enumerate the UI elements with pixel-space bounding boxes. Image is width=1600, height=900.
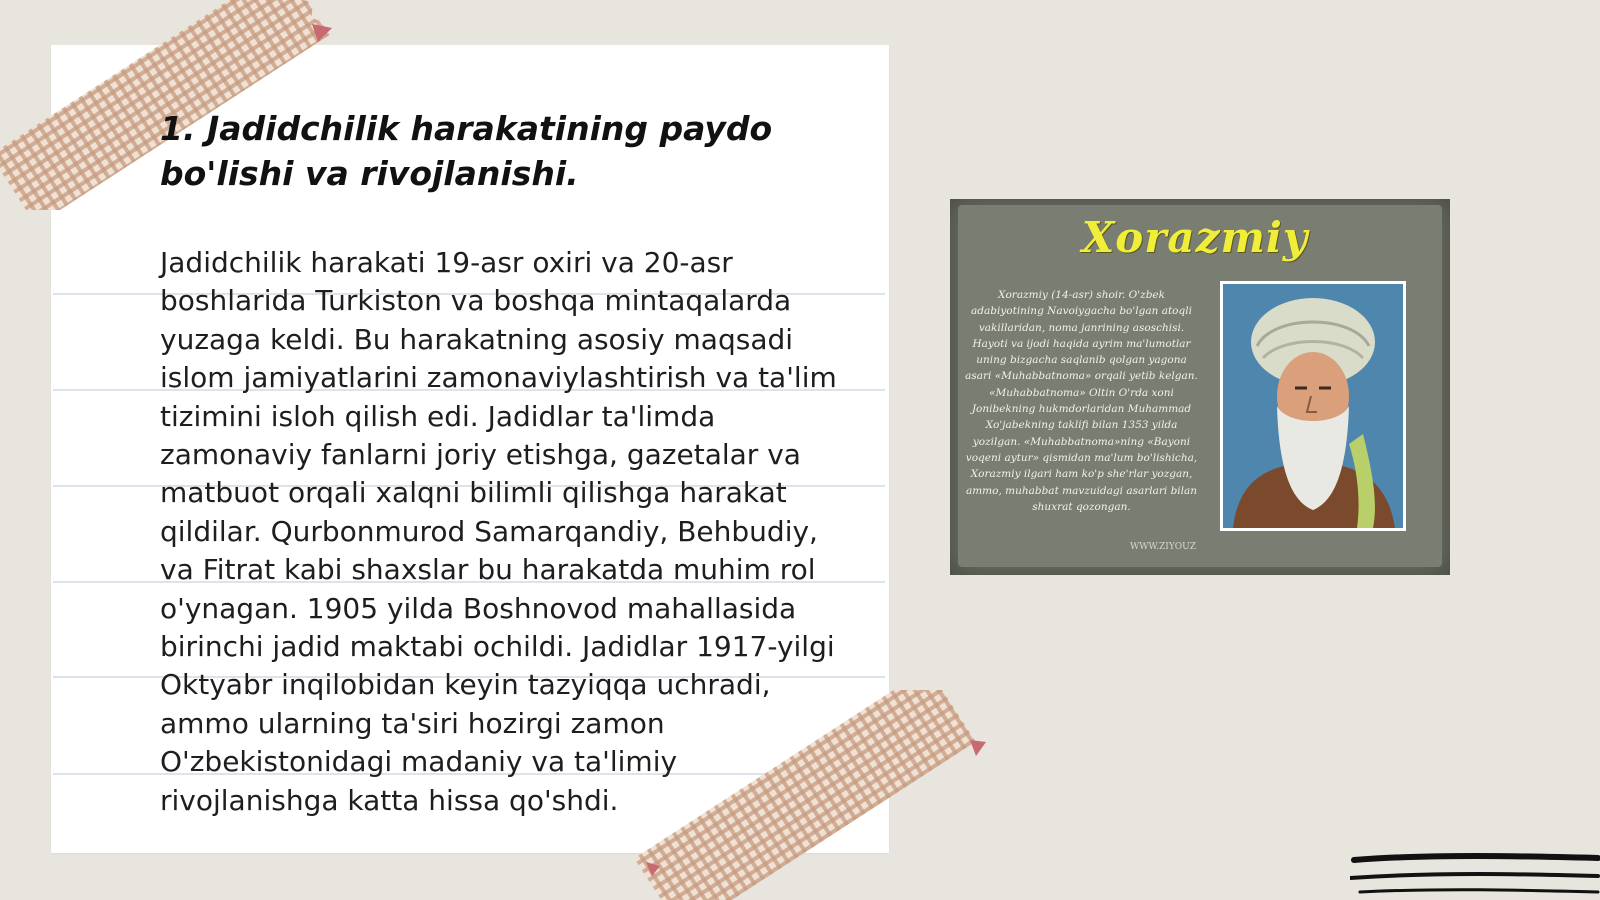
portrait-illustration xyxy=(1223,284,1403,528)
portrait-photo xyxy=(1220,281,1406,531)
card-caption: Xorazmiy (14-asr) shoir. O'zbek adabiyotining Navoiygacha bo'lgan atoqli vakillaridan, noma janrining asoschisi. Hayoti va ijodi haqida ayrim ma'lumotlar uning bizgacha saqlanib qolgan yagona asari «Muhabbatnoma» orqali yetib kelgan. «Muhabbatnoma» Oltin O'rda xoni Jonibekning hukmdorlaridan Muhammad Xo'jabekning taklifi bilan 1353 yilda yozilgan. «Muhabbatnoma»ning «Bayoni voqeni aytur» qismidan ma'lum bo'lishicha, Xorazmiy ilgari ham ko'p she'rlar yozgan, ammo, muhabbat mavzuidagi asarlari bilan shuxrat qozongan. xyxy=(965,289,1198,513)
brush-stroke-decoration xyxy=(1350,848,1600,900)
tape-corner xyxy=(970,740,986,756)
slide-body-text: Jadidchilik harakati 19-asr oxiri va 20-asr boshlarida Turkiston va boshqa mintaqalarda yuzaga keldi. Bu harakatning asosiy maqsadi islom jamiyatlarini zamonaviylashtirish va ta'lim tizimini isloh qilish edi. Jadidlar ta'limda zamonaviy fanlarni joriy etishga, gazetalar va matbuot orqali xalqni bilimli qilishga harakat qildilar. Qurbonmurod Samarqandiy, Behbudiy, va Fitrat kabi shaxslar bu harakatda muhim rol o'ynagan. 1905 yilda Boshnovod mahallasida birinchi jadid maktabi ochildi. Jadidlar 1917-yilgi Oktyabr inqilobidan keyin tazyiqqa uchradi, ammo ularning ta'siri hozirgi zamon O'zbekistonidagi madaniy va ta'limiy rivojlanishga katta hissa qo'shdi. xyxy=(160,246,837,817)
card-title: Xorazmiy xyxy=(1081,213,1309,262)
slide-heading: 1. Jadidchilik harakatining paydo bo'lishi va rivojlanishi. xyxy=(160,109,773,193)
card-site-label: WWW.ZIYOUZ xyxy=(1130,542,1197,552)
xorazmiy-image-card xyxy=(950,199,1450,575)
